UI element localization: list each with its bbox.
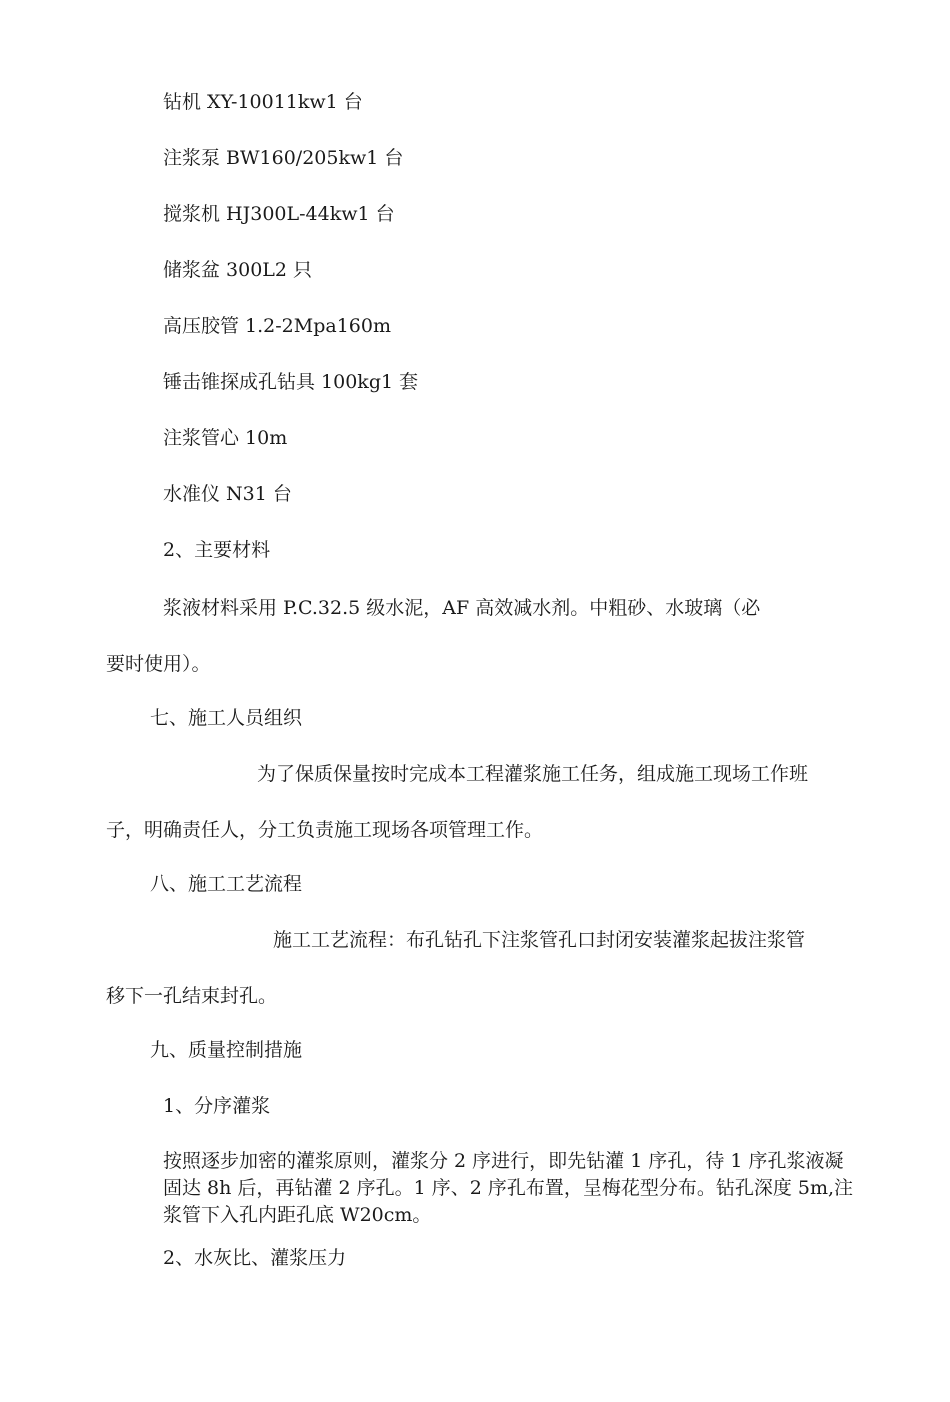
equipment-grout-pump-line: 注浆泵 BW160/205kw1 台 <box>163 147 404 169</box>
staffing-paragraph-line-2: 子，明确责任人，分工负责施工现场各项管理工作。 <box>106 819 544 841</box>
subheading-water-cement-ratio: 2、水灰比、灌浆压力 <box>163 1247 347 1269</box>
equipment-slurry-tub-line: 储浆盆 300L2 只 <box>163 259 313 281</box>
process-paragraph-line-2: 移下一孔结束封孔。 <box>106 985 278 1007</box>
subheading-grouting-order: 1、分序灌浆 <box>163 1095 271 1117</box>
equipment-mixer-line: 搅浆机 HJ300L-44kw1 台 <box>163 203 395 225</box>
process-paragraph-line-1: 施工工艺流程：布孔钻孔下注浆管孔口封闭安装灌浆起拔注浆管 <box>273 929 806 951</box>
materials-paragraph-line-2: 要时使用）。 <box>106 653 211 675</box>
equipment-grout-pipe-line: 注浆管心 10m <box>163 427 288 449</box>
section-heading-quality: 九、质量控制措施 <box>150 1039 303 1061</box>
staffing-paragraph-line-1: 为了保质保量按时完成本工程灌浆施工任务，组成施工现场工作班 <box>257 763 809 785</box>
equipment-level-line: 水准仪 N31 台 <box>163 483 292 505</box>
section-heading-process: 八、施工工艺流程 <box>150 873 303 895</box>
materials-paragraph-line-1: 浆液材料采用 P.C.32.5 级水泥，AF 高效减水剂。中粗砂、水玻璃（必 <box>163 597 761 619</box>
equipment-drill-tool-line: 锤击锥探成孔钻具 100kg1 套 <box>163 371 419 393</box>
grouting-order-paragraph: 按照逐步加密的灌浆原则，灌浆分 2 序进行，即先钻灌 1 序孔，待 1 序孔浆液凝固达 8h 后，再钻灌 2 序孔。1 序、2 序孔布置，呈梅花型分布。钻孔深度 5m,注浆管下入孔内距孔底 W20cm。 <box>163 1150 854 1226</box>
equipment-drill-line: 钻机 XY-10011kw1 台 <box>163 91 363 113</box>
equipment-hose-line: 高压胶管 1.2-2Mpa160m <box>163 315 391 337</box>
section-heading-materials: 2、主要材料 <box>163 539 271 561</box>
section-heading-staffing: 七、施工人员组织 <box>150 707 303 729</box>
